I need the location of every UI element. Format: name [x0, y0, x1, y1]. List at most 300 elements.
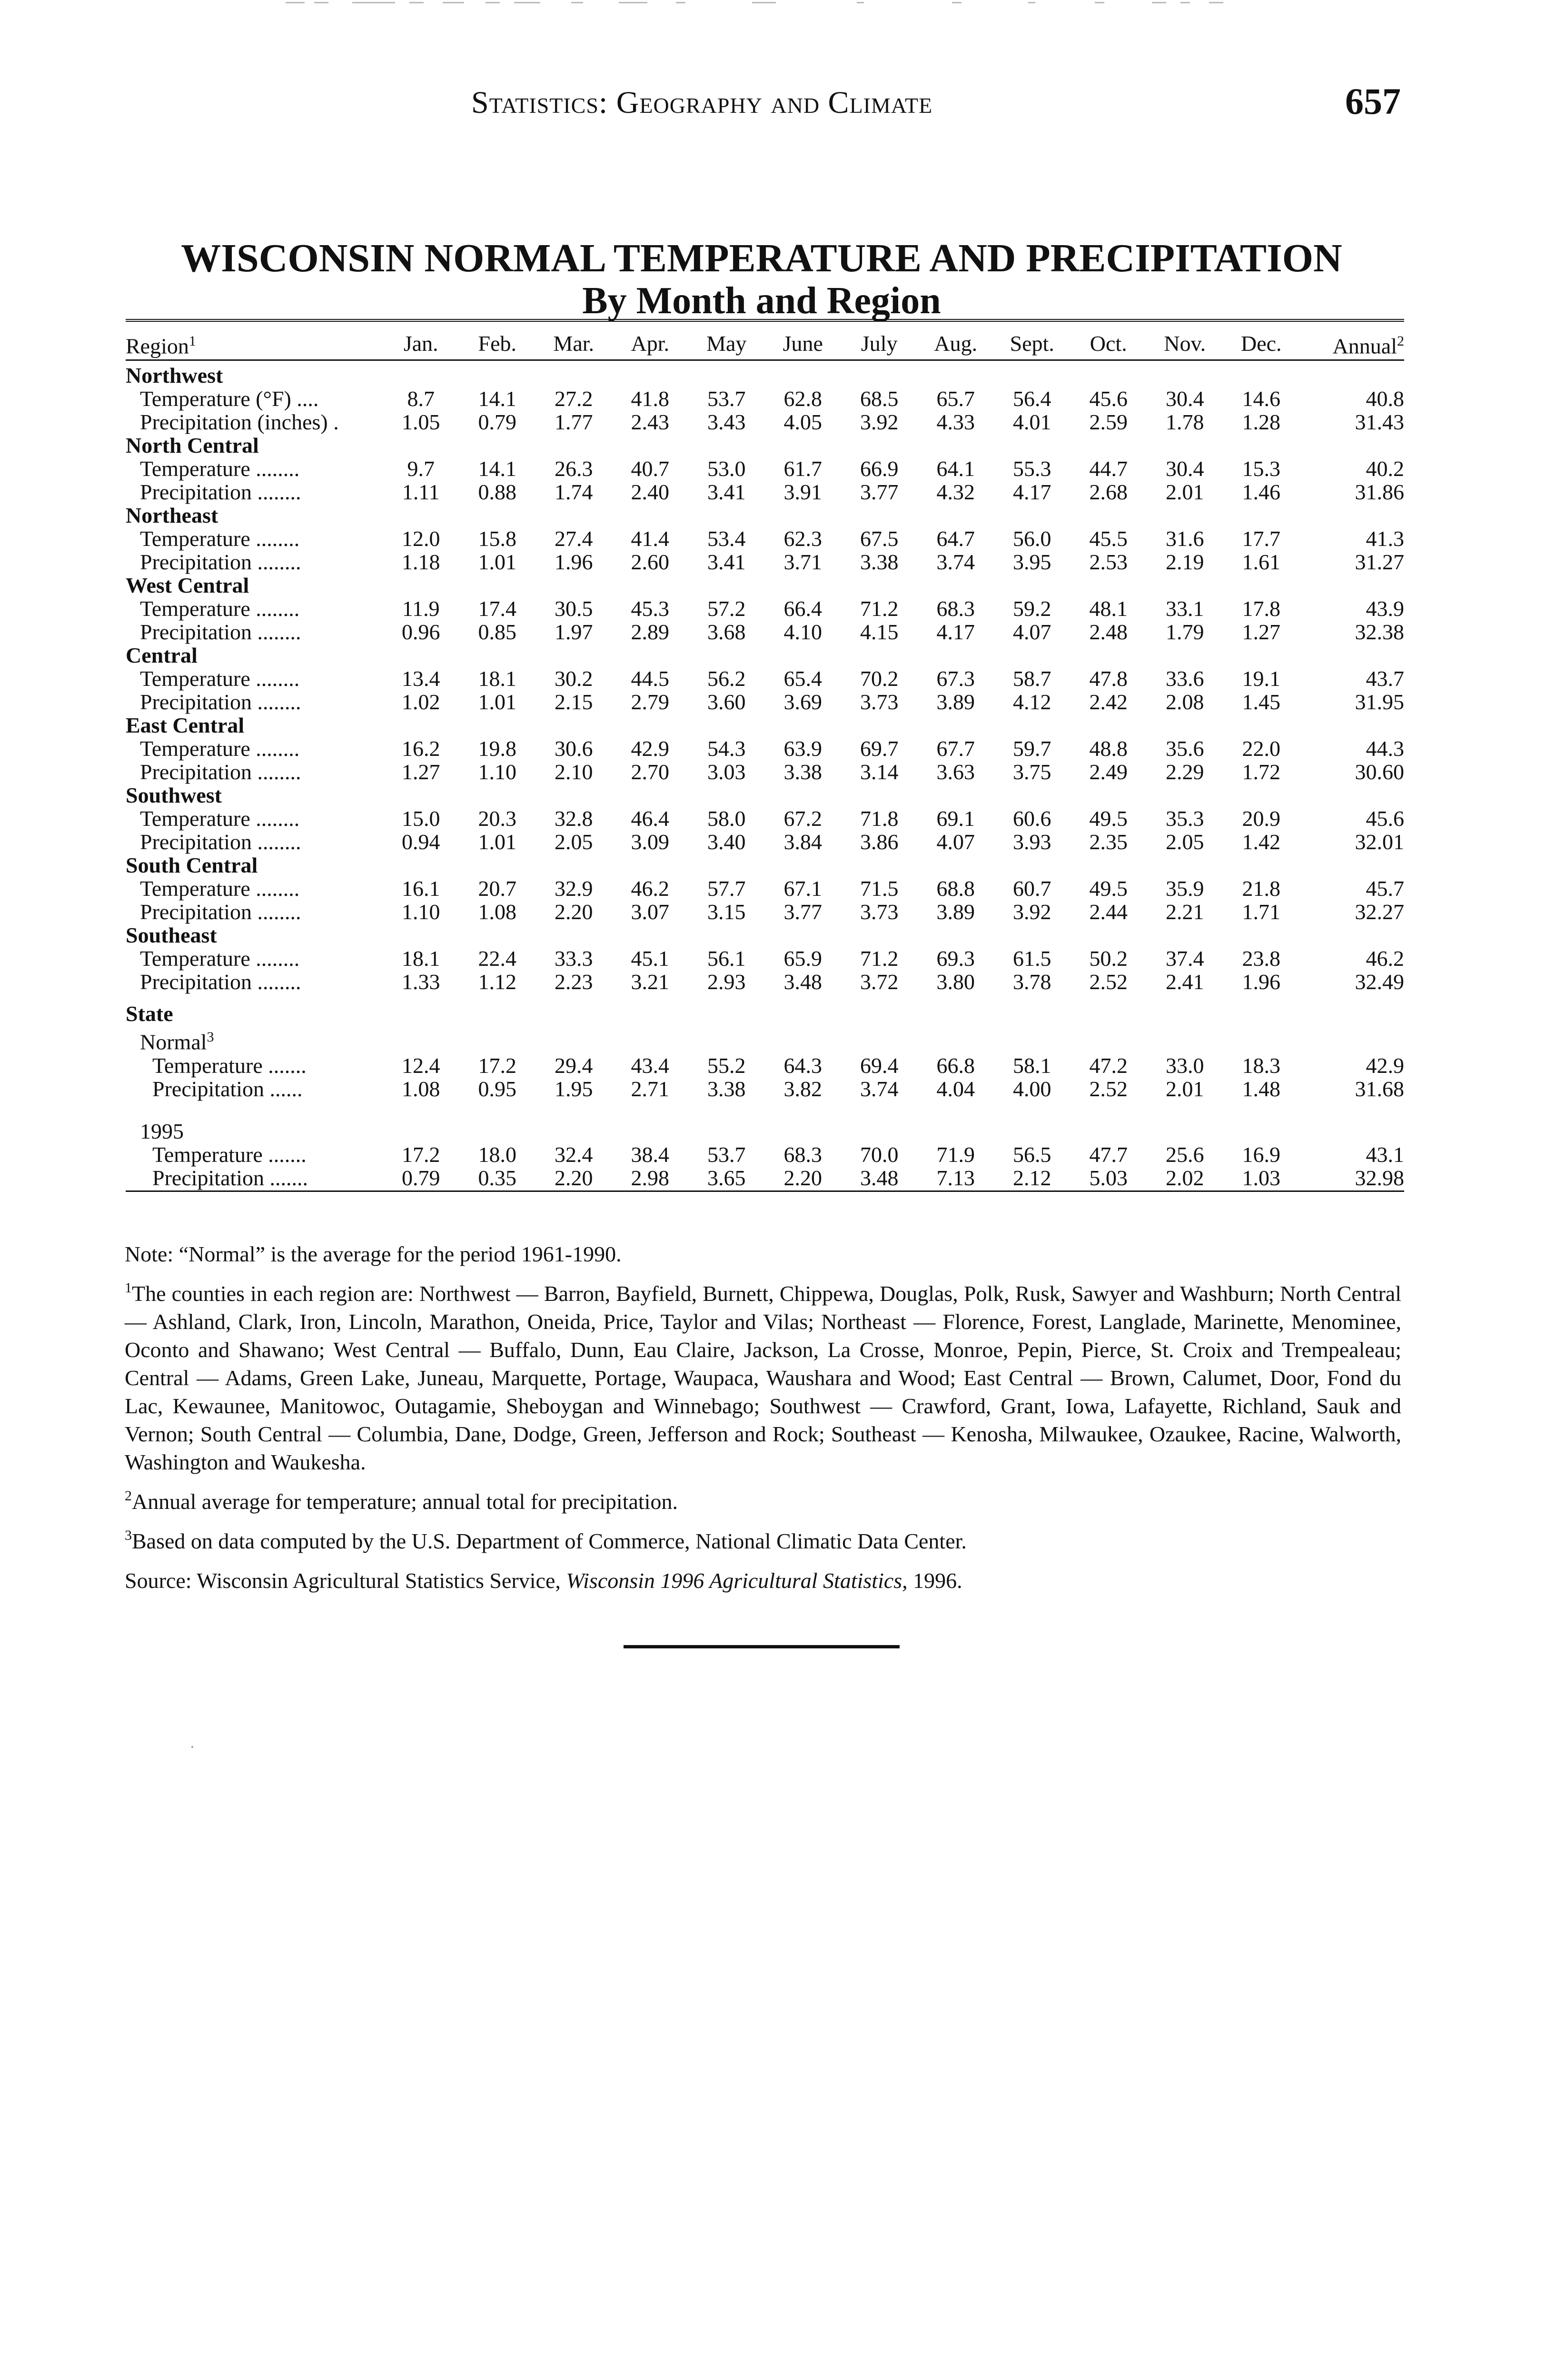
month-value: 2.71 [631, 1076, 669, 1101]
region-heading [126, 923, 1404, 947]
annual-value: 32.38 [1355, 620, 1404, 645]
header-month: May [688, 320, 765, 360]
month-value: 1.05 [402, 410, 440, 435]
row-label: Precipitation (inches) . [140, 410, 339, 435]
month-value: 60.7 [1013, 876, 1051, 901]
month-value: 71.9 [936, 1142, 975, 1167]
month-value: 31.6 [1166, 526, 1204, 551]
month-value: 3.82 [783, 1076, 822, 1101]
month-value: 17.2 [402, 1142, 440, 1167]
month-value: 37.4 [1166, 946, 1204, 971]
month-value: 2.89 [631, 620, 669, 645]
annual-value: 45.6 [1366, 806, 1404, 831]
row-label: Temperature (°F) .... [140, 387, 319, 411]
month-value: 56.4 [1013, 387, 1051, 411]
month-value: 58.0 [707, 806, 746, 831]
notes-section [125, 1240, 1401, 1606]
month-value: 14.1 [478, 387, 516, 411]
month-value: 1.97 [555, 620, 593, 645]
month-value: 12.0 [402, 526, 440, 551]
month-value: 44.7 [1089, 456, 1128, 481]
month-value: 70.0 [860, 1142, 899, 1167]
month-value: 4.33 [936, 410, 975, 435]
month-value: 56.1 [707, 946, 746, 971]
region-name: South Central [126, 853, 258, 878]
month-value: 3.73 [860, 690, 899, 714]
month-value: 30.2 [555, 666, 593, 691]
month-value: 4.07 [936, 830, 975, 854]
month-value: 2.01 [1166, 1076, 1204, 1101]
precipitation-row [126, 760, 1404, 783]
month-value: 2.43 [631, 410, 669, 435]
region-heading [126, 783, 1404, 807]
header-month: Apr. [612, 320, 689, 360]
precipitation-row [126, 830, 1404, 853]
row-label: Precipitation ........ [140, 760, 301, 784]
row-label: Temperature ....... [152, 1142, 307, 1167]
month-value: 11.9 [402, 596, 440, 621]
month-value: 2.20 [765, 1166, 842, 1191]
annual-value: 41.3 [1366, 526, 1404, 551]
month-value: 1.46 [1242, 480, 1280, 505]
month-value: 4.04 [936, 1076, 975, 1101]
month-value: 68.3 [936, 596, 975, 621]
month-value: 19.8 [478, 736, 516, 761]
month-value: 3.77 [860, 480, 899, 505]
month-value: 1.10 [402, 900, 440, 924]
month-value: 3.71 [783, 550, 822, 575]
month-value: 0.88 [478, 480, 516, 505]
month-value: 59.2 [1013, 596, 1051, 621]
month-value: 15.3 [1242, 456, 1280, 481]
month-value: 4.10 [783, 620, 822, 645]
month-value: 53.4 [707, 526, 746, 551]
header-month: Mar. [535, 320, 612, 360]
month-value: 3.95 [1013, 550, 1051, 575]
precipitation-row [126, 900, 1404, 923]
month-value: 2.48 [1089, 620, 1128, 645]
precipitation-row [126, 970, 1404, 993]
month-value: 53.0 [707, 456, 746, 481]
month-value: 67.1 [783, 876, 822, 901]
month-value: 9.7 [407, 456, 435, 481]
month-value: 1.02 [402, 690, 440, 714]
month-value: 63.9 [783, 736, 822, 761]
month-value: 17.4 [478, 596, 516, 621]
month-value: 3.38 [783, 760, 822, 784]
month-value: 47.8 [1089, 666, 1128, 691]
spacer-cell [126, 993, 1404, 1002]
month-value: 0.94 [402, 830, 440, 854]
row-label: Temperature ........ [140, 526, 300, 551]
month-value: 4.07 [1013, 620, 1051, 645]
annual-value: 43.1 [1366, 1142, 1404, 1167]
month-value: 3.41 [707, 480, 746, 505]
month-value: 71.2 [860, 596, 899, 621]
month-value: 67.7 [936, 736, 975, 761]
month-value: 65.4 [783, 666, 822, 691]
month-value: 3.69 [783, 690, 822, 714]
annual-value: 31.68 [1355, 1076, 1404, 1101]
month-value: 48.8 [1089, 736, 1128, 761]
header-month: Dec. [1223, 320, 1300, 360]
month-value: 2.93 [707, 970, 746, 994]
month-value: 55.2 [707, 1053, 746, 1078]
month-value: 1.74 [555, 480, 593, 505]
month-value: 14.1 [478, 456, 516, 481]
table-header-row [126, 320, 1404, 360]
month-value: 46.2 [631, 876, 669, 901]
annual-value: 30.60 [1355, 760, 1404, 784]
month-value: 21.8 [1242, 876, 1280, 901]
row-label: Temperature ........ [140, 596, 300, 621]
month-value: 15.8 [478, 526, 516, 551]
month-value: 2.20 [555, 900, 593, 924]
month-value: 3.48 [783, 970, 822, 994]
month-value: 1.45 [1242, 690, 1280, 714]
month-value: 49.5 [1089, 876, 1128, 901]
month-value: 53.7 [707, 387, 746, 411]
note-normal: Note: “Normal” is the average for the period 1961-1990. [125, 1242, 622, 1266]
month-value: 2.68 [1089, 480, 1128, 505]
month-value: 66.8 [936, 1053, 975, 1078]
row-label: Temperature ....... [152, 1053, 307, 1078]
month-value: 8.7 [407, 387, 435, 411]
month-value: 1.11 [402, 480, 440, 505]
month-value: 33.1 [1166, 596, 1204, 621]
temperature-row [126, 597, 1404, 620]
month-value: 2.20 [535, 1166, 612, 1191]
month-value: 17.2 [478, 1053, 516, 1078]
month-value: 3.72 [860, 970, 899, 994]
scan-artifact [286, 0, 1238, 7]
row-label: Precipitation ........ [140, 830, 301, 854]
month-value: 3.63 [936, 760, 975, 784]
month-value: 2.60 [631, 550, 669, 575]
month-value: 29.4 [555, 1053, 593, 1078]
region-heading [126, 434, 1404, 457]
month-value: 71.8 [860, 806, 899, 831]
month-value: 69.3 [936, 946, 975, 971]
month-value: 1.03 [1223, 1166, 1300, 1191]
month-value: 2.49 [1089, 760, 1128, 784]
month-value: 2.08 [1166, 690, 1204, 714]
month-value: 58.1 [1013, 1053, 1051, 1078]
month-value: 60.6 [1013, 806, 1051, 831]
month-value: 22.4 [478, 946, 516, 971]
month-value: 68.8 [936, 876, 975, 901]
month-value: 0.79 [478, 410, 516, 435]
month-value: 2.40 [631, 480, 669, 505]
month-value: 2.52 [1089, 1076, 1128, 1101]
month-value: 5.03 [1070, 1166, 1147, 1191]
region-name: Central [126, 643, 198, 668]
state-heading [126, 1002, 1404, 1025]
region-heading [126, 360, 1404, 387]
month-value: 42.9 [631, 736, 669, 761]
climate-table [126, 319, 1404, 1192]
month-value: 65.9 [783, 946, 822, 971]
region-name: Northeast [126, 503, 218, 528]
spacer-cell [126, 1101, 1404, 1120]
month-value: 50.2 [1089, 946, 1128, 971]
month-value: 35.9 [1166, 876, 1204, 901]
month-value: 4.12 [1013, 690, 1051, 714]
month-value: 2.10 [555, 760, 593, 784]
month-value: 64.7 [936, 526, 975, 551]
annual-value: 32.49 [1355, 970, 1404, 994]
month-value: 1.08 [402, 1076, 440, 1101]
row-label: Temperature ........ [140, 876, 300, 901]
month-value: 1.72 [1242, 760, 1280, 784]
row-spacer [126, 993, 1404, 1002]
header-month: Aug. [918, 320, 994, 360]
month-value: 61.7 [783, 456, 822, 481]
row-label: Precipitation ...... [152, 1076, 303, 1101]
month-value: 67.2 [783, 806, 822, 831]
month-value: 3.91 [783, 480, 822, 505]
month-value: 2.79 [631, 690, 669, 714]
annual-value: 46.2 [1366, 946, 1404, 971]
month-value: 3.84 [783, 830, 822, 854]
normal-label: Normal$^3$ [140, 1029, 214, 1054]
state-normal-temperature-row [126, 1054, 1404, 1077]
month-value: 20.9 [1242, 806, 1280, 831]
temperature-row [126, 667, 1404, 690]
annual-value: 44.3 [1366, 736, 1404, 761]
month-value: 20.3 [478, 806, 516, 831]
footnote-2: $^2$Annual average for temperature; annual total for precipitation. [125, 1488, 678, 1514]
month-value: 69.4 [860, 1053, 899, 1078]
temperature-row [126, 527, 1404, 550]
row-label: Temperature ........ [140, 456, 300, 481]
month-value: 33.3 [555, 946, 593, 971]
annual-value: 40.2 [1366, 456, 1404, 481]
region-heading [126, 714, 1404, 737]
month-value: 1.95 [555, 1076, 593, 1101]
header-month: June [765, 320, 842, 360]
precipitation-row [126, 480, 1404, 504]
annual-value: 32.27 [1355, 900, 1404, 924]
running-head: Statistics: Geography and Climate [471, 85, 933, 120]
state-1995-heading [126, 1120, 1404, 1143]
precipitation-row [126, 410, 1404, 434]
month-value: 57.2 [707, 596, 746, 621]
month-value: 35.3 [1166, 806, 1204, 831]
footnote-3: $^3$Based on data computed by the U.S. Department of Commerce, National Climatic Data Center. [125, 1527, 967, 1553]
temperature-row [126, 877, 1404, 900]
row-label: Precipitation ........ [140, 620, 301, 645]
header-month: Oct. [1070, 320, 1147, 360]
table-title: WISCONSIN NORMAL TEMPERATURE AND PRECIPITATION [181, 236, 1342, 280]
month-value: 27.2 [555, 387, 593, 411]
source-note: Source: Wisconsin Agricultural Statistics Service, Wisconsin 1996 Agricultural Statistics, 1996. [125, 1568, 962, 1593]
month-value: 2.21 [1166, 900, 1204, 924]
header-month: Nov. [1147, 320, 1223, 360]
month-value: 1.71 [1242, 900, 1280, 924]
month-value: 67.3 [936, 666, 975, 691]
month-value: 62.3 [783, 526, 822, 551]
month-value: 46.4 [631, 806, 669, 831]
month-value: 40.7 [631, 456, 669, 481]
month-value: 66.9 [860, 456, 899, 481]
month-value: 1.79 [1166, 620, 1204, 645]
month-value: 4.17 [936, 620, 975, 645]
month-value: 56.5 [1013, 1142, 1051, 1167]
month-value: 3.48 [841, 1166, 918, 1191]
region-heading [126, 644, 1404, 667]
row-label: Precipitation ........ [140, 480, 301, 505]
month-value: 1.27 [402, 760, 440, 784]
month-value: 30.6 [555, 736, 593, 761]
table-body [126, 360, 1404, 1191]
month-value: 3.38 [860, 550, 899, 575]
row-label: Precipitation ....... [126, 1166, 383, 1191]
header-month: Sept. [994, 320, 1070, 360]
month-value: 2.12 [994, 1166, 1070, 1191]
month-value: 4.32 [936, 480, 975, 505]
month-value: 43.4 [631, 1053, 669, 1078]
month-value: 2.70 [631, 760, 669, 784]
end-rule [624, 1645, 900, 1648]
month-value: 1.01 [478, 550, 516, 575]
row-spacer [126, 1101, 1404, 1120]
month-value: 62.8 [783, 387, 822, 411]
precipitation-row [126, 620, 1404, 644]
month-value: 3.80 [936, 970, 975, 994]
month-value: 1.61 [1242, 550, 1280, 575]
annual-value: 40.8 [1366, 387, 1404, 411]
row-label: Temperature ........ [140, 946, 300, 971]
precipitation-row [126, 550, 1404, 574]
month-value: 30.4 [1166, 387, 1204, 411]
month-value: 1.77 [555, 410, 593, 435]
month-value: 1.18 [402, 550, 440, 575]
header-annual: Annual$^2$ [1299, 320, 1404, 360]
temperature-row [126, 737, 1404, 760]
month-value: 2.42 [1089, 690, 1128, 714]
month-value: 2.05 [555, 830, 593, 854]
state-normal-heading [126, 1025, 1404, 1053]
region-name: North Central [126, 433, 259, 458]
month-value: 2.19 [1166, 550, 1204, 575]
month-value: 3.78 [1013, 970, 1051, 994]
month-value: 0.96 [402, 620, 440, 645]
month-value: 35.6 [1166, 736, 1204, 761]
month-value: 53.7 [707, 1142, 746, 1167]
footnote-1: $^1$The counties in each region are: Northwest — Barron, Bayfield, Burnett, Chippewa, Douglas, Polk, Rusk, Sawyer and Washburn; North Central — Ashland, Clark, Iron, Lincoln, Marathon, Oneida, Price, Taylor and Vilas; Northeast — Florence, Forest, Langlade, Marinette, Menominee, Oconto and Shawano; West Central — Buffalo, Dunn, Eau Claire, Jackson, La Crosse, Monroe, Pepin, Pierce, St. Croix and Trempealeau; Central — Adams, Green Lake, Juneau, Marquette, Portage, Waupaca, Waushara and Wood; East Central — Brown, Calumet, Door, Fond du Lac, Kewaunee, Manitowoc, Outagamie, Sheboygan and Winnebago; Southwest — Crawford, Grant, Iowa, Lafayette, Richland, Sauk and Vernon; South Central — Columbia, Dane, Dodge, Green, Jefferson and Rock; Southeast — Kenosha, Milwaukee, Ozaukee, Racine, Walworth, Washington and Waukesha. [125, 1280, 1401, 1474]
month-value: 54.3 [707, 736, 746, 761]
month-value: 22.0 [1242, 736, 1280, 761]
month-value: 32.8 [555, 806, 593, 831]
region-name: Southwest [126, 783, 222, 808]
month-value: 3.65 [688, 1166, 765, 1191]
month-value: 2.15 [555, 690, 593, 714]
header-month: Feb. [459, 320, 536, 360]
month-value: 64.3 [783, 1053, 822, 1078]
month-value: 3.43 [707, 410, 746, 435]
month-value: 20.7 [478, 876, 516, 901]
month-value: 3.09 [631, 830, 669, 854]
month-value: 3.75 [1013, 760, 1051, 784]
month-value: 70.2 [860, 666, 899, 691]
month-value: 0.85 [478, 620, 516, 645]
month-value: 17.7 [1242, 526, 1280, 551]
month-value: 1.33 [402, 970, 440, 994]
month-value: 16.1 [402, 876, 440, 901]
month-value: 26.3 [555, 456, 593, 481]
region-name: State [126, 1002, 173, 1026]
month-value: 18.1 [478, 666, 516, 691]
row-label: Temperature ........ [140, 736, 300, 761]
annual-value: 31.27 [1355, 550, 1404, 575]
month-value: 56.0 [1013, 526, 1051, 551]
annual-value: 42.9 [1366, 1053, 1404, 1078]
month-value: 68.5 [860, 387, 899, 411]
month-value: 56.2 [707, 666, 746, 691]
month-value: 45.6 [1089, 387, 1128, 411]
month-value: 3.77 [783, 900, 822, 924]
month-value: 12.4 [402, 1053, 440, 1078]
region-heading [126, 853, 1404, 877]
scan-speck [191, 1746, 193, 1748]
month-value: 18.1 [402, 946, 440, 971]
month-value: 1.01 [478, 690, 516, 714]
temperature-row [126, 387, 1404, 410]
row-label: Precipitation ........ [140, 690, 301, 714]
month-value: 33.0 [1166, 1053, 1204, 1078]
month-value: 23.8 [1242, 946, 1280, 971]
month-value: 45.5 [1089, 526, 1128, 551]
temperature-row [126, 457, 1404, 480]
month-value: 49.5 [1089, 806, 1128, 831]
month-value: 1.28 [1242, 410, 1280, 435]
region-name: West Central [126, 573, 249, 598]
month-value: 1.01 [478, 830, 516, 854]
month-value: 47.2 [1089, 1053, 1128, 1078]
month-value: 2.53 [1089, 550, 1128, 575]
region-heading [126, 574, 1404, 597]
month-value: 18.0 [478, 1142, 516, 1167]
row-label: Precipitation ........ [140, 970, 301, 994]
month-value: 30.5 [555, 596, 593, 621]
month-value: 3.07 [631, 900, 669, 924]
month-value: 41.4 [631, 526, 669, 551]
annual-value: 43.9 [1366, 596, 1404, 621]
month-value: 1.48 [1242, 1076, 1280, 1101]
annual-value: 32.98 [1299, 1166, 1404, 1191]
month-value: 2.01 [1166, 480, 1204, 505]
month-value: 3.74 [936, 550, 975, 575]
month-value: 1.27 [1242, 620, 1280, 645]
month-value: 2.41 [1166, 970, 1204, 994]
header-month: July [841, 320, 918, 360]
month-value: 3.86 [860, 830, 899, 854]
month-value: 47.7 [1089, 1142, 1128, 1167]
month-value: 3.14 [860, 760, 899, 784]
month-value: 3.74 [860, 1076, 899, 1101]
month-value: 3.60 [707, 690, 746, 714]
month-value: 32.4 [555, 1142, 593, 1167]
month-value: 0.35 [459, 1166, 536, 1191]
row-label: Precipitation ........ [140, 550, 301, 575]
month-value: 17.8 [1242, 596, 1280, 621]
month-value: 3.15 [707, 900, 746, 924]
month-value: 13.4 [402, 666, 440, 691]
month-value: 1.08 [478, 900, 516, 924]
month-value: 64.1 [936, 456, 975, 481]
header-region: Region$^1$ [126, 320, 383, 360]
